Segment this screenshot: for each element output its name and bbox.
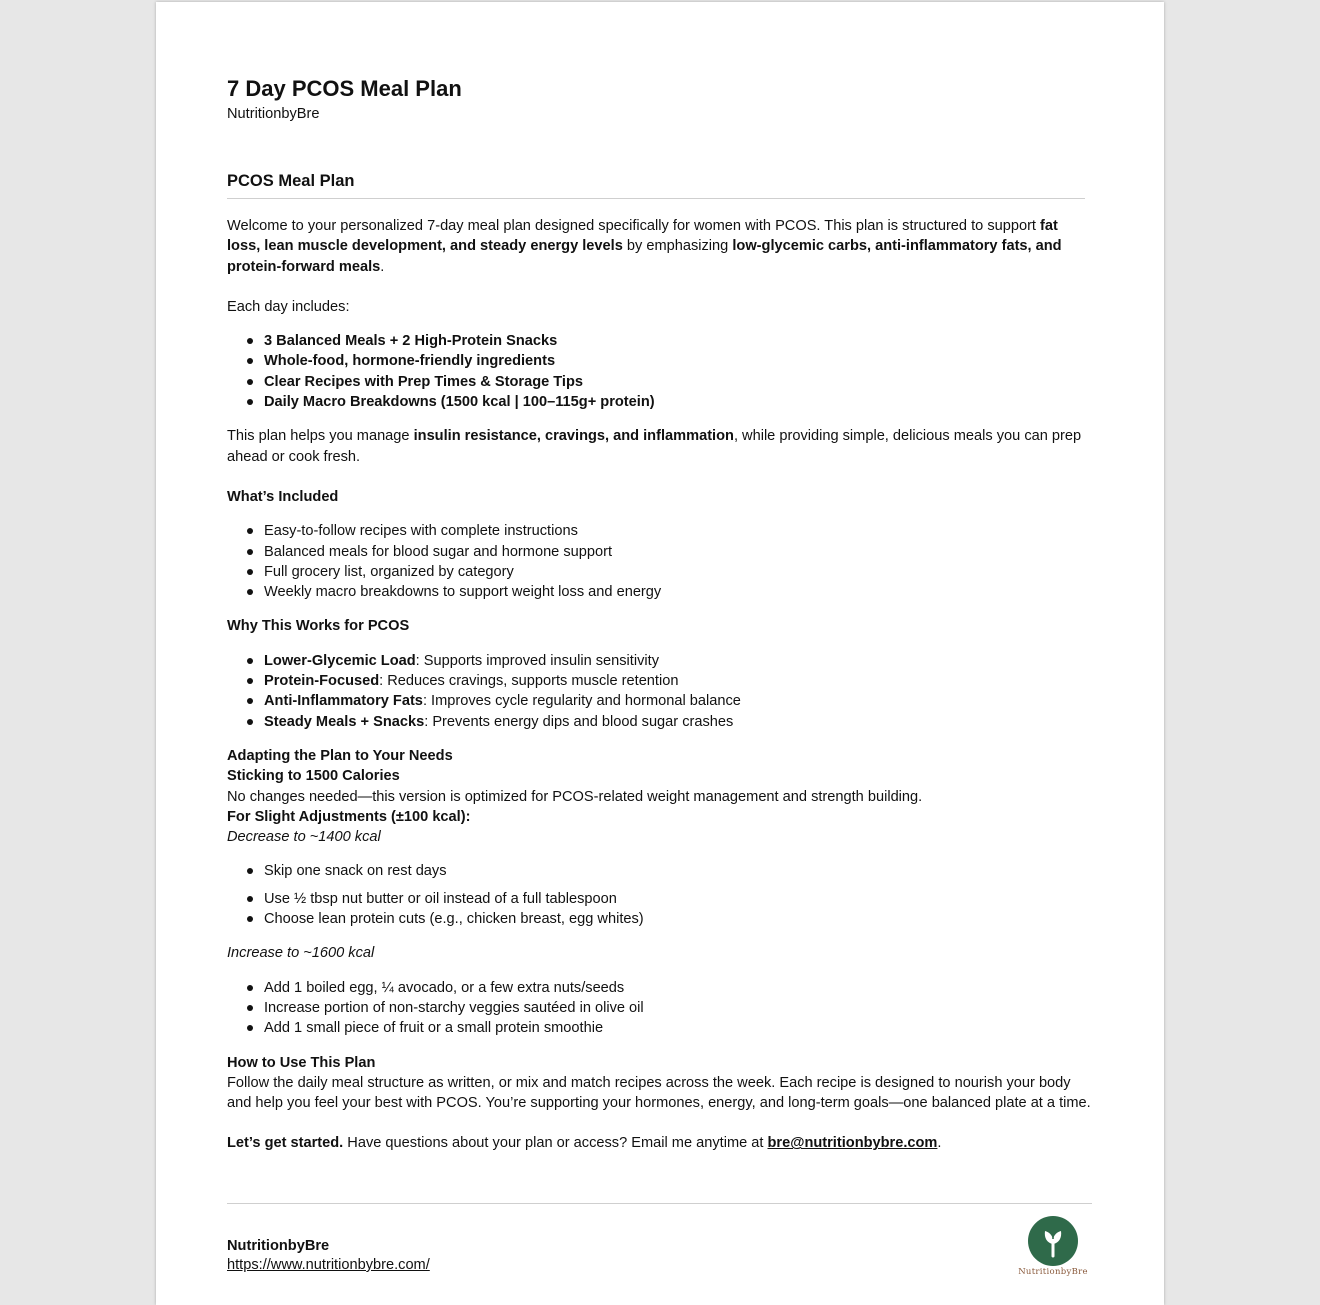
why-item-label: Protein-Focused xyxy=(264,673,380,690)
list-item: Use ½ tbsp nut butter or oil instead of a full tablespoon xyxy=(264,889,1091,909)
why-item-label: Steady Meals + Snacks xyxy=(264,713,425,730)
increase-label: Increase to ~1600 kcal xyxy=(227,945,375,962)
list-item: 3 Balanced Meals + 2 High-Protein Snacks xyxy=(264,331,1091,351)
list-item xyxy=(264,671,1091,691)
section-title: PCOS Meal Plan xyxy=(227,172,355,190)
section-divider xyxy=(227,198,1085,199)
intro-paragraph xyxy=(227,216,1091,277)
list-item: Daily Macro Breakdowns (1500 kcal | 100–115g+ protein) xyxy=(264,392,1091,412)
footer-divider xyxy=(227,1203,1092,1204)
list-item xyxy=(264,651,1091,671)
why-list xyxy=(227,651,1091,732)
sticking-heading: Sticking to 1500 Calories xyxy=(227,768,400,785)
why-item-text: : Reduces cravings, supports muscle retention xyxy=(379,673,679,690)
list-item: Clear Recipes with Prep Times & Storage Tips xyxy=(264,372,1091,392)
each-day-list xyxy=(227,331,1091,412)
slight-adjustments-heading: For Slight Adjustments (±100 kcal): xyxy=(227,808,471,825)
intro-text-3: . xyxy=(380,258,385,275)
document-subtitle: NutritionbyBre xyxy=(227,106,320,122)
sticking-text: No changes needed—this version is optimized for PCOS-related weight management and strength building. xyxy=(227,788,923,805)
brand-logo xyxy=(1011,1216,1095,1282)
helps-text-2: , while providing simple, delicious meals you can prep ahead or cook fresh. xyxy=(227,428,1082,465)
each-day-label: Each day includes: xyxy=(227,298,350,315)
document-body xyxy=(227,216,1091,1154)
list-item: Skip one snack on rest days xyxy=(264,861,1091,881)
list-item xyxy=(264,712,1091,732)
included-heading: What’s Included xyxy=(227,488,339,505)
decrease-list xyxy=(227,861,1091,929)
footer-brand: NutritionbyBre xyxy=(227,1238,330,1254)
list-item: Choose lean protein cuts (e.g., chicken breast, egg whites) xyxy=(264,909,1091,929)
list-item: Increase portion of non-starchy veggies sautéed in olive oil xyxy=(264,998,1091,1018)
intro-bold-2: low-glycemic carbs, anti-inflammatory fats, and protein-forward meals xyxy=(227,238,1062,275)
cta-bold: Let’s get started. xyxy=(227,1135,344,1152)
logo-text: NutritionbyBre xyxy=(1018,1267,1088,1277)
how-to-text: Follow the daily meal structure as written, or mix and match recipes across the week. Each recipe is designed to nourish your body and help you feel your best with PCOS. You’re supporting your hormones, energy, and long-term goals—one balanced plate at a time. xyxy=(227,1074,1091,1112)
why-item-text: : Improves cycle regularity and hormonal balance xyxy=(422,693,741,710)
list-item: Easy-to-follow recipes with complete instructions xyxy=(264,521,1091,541)
intro-text-2: by emphasizing xyxy=(622,238,733,255)
included-list xyxy=(227,521,1091,602)
list-item: Add 1 small piece of fruit or a small protein smoothie xyxy=(264,1018,1091,1038)
cta-paragraph xyxy=(227,1133,1091,1153)
intro-bold-1: fat loss, lean muscle development, and steady energy levels xyxy=(227,218,1058,255)
why-item-label: Anti-Inflammatory Fats xyxy=(264,693,423,710)
cta-end: . xyxy=(937,1135,942,1152)
logo-circle xyxy=(1028,1216,1078,1266)
helps-paragraph xyxy=(227,426,1091,467)
email-link[interactable]: bre@nutritionbybre.com xyxy=(767,1135,938,1152)
leaf-utensil-icon xyxy=(1028,1216,1078,1266)
decrease-label: Decrease to ~1400 kcal xyxy=(227,829,381,846)
why-item-text: : Supports improved insulin sensitivity xyxy=(415,652,659,669)
footer-website-link[interactable]: https://www.nutritionbybre.com/ xyxy=(227,1257,430,1273)
document-page xyxy=(156,2,1164,1305)
list-item xyxy=(264,691,1091,711)
increase-list xyxy=(227,978,1091,1039)
helps-text-1: This plan helps you manage xyxy=(227,428,414,445)
list-item: Balanced meals for blood sugar and hormone support xyxy=(264,542,1091,562)
how-to-heading: How to Use This Plan xyxy=(227,1054,376,1071)
intro-text-1: Welcome to your personalized 7-day meal plan designed specifically for women with PCOS. This plan is structured to support xyxy=(227,218,1041,234)
list-item: Add 1 boiled egg, ¼ avocado, or a few extra nuts/seeds xyxy=(264,978,1091,998)
list-item: Whole-food, hormone-friendly ingredients xyxy=(264,351,1091,371)
adapting-heading: Adapting the Plan to Your Needs xyxy=(227,747,453,764)
list-item: Weekly macro breakdowns to support weight loss and energy xyxy=(264,582,1091,602)
cta-text: Have questions about your plan or access? Email me anytime at xyxy=(343,1135,768,1152)
why-item-text: : Prevents energy dips and blood sugar crashes xyxy=(424,713,734,730)
helps-bold: insulin resistance, cravings, and inflammation xyxy=(413,428,734,445)
why-item-label: Lower-Glycemic Load xyxy=(264,652,416,669)
why-heading: Why This Works for PCOS xyxy=(227,618,410,635)
document-title: 7 Day PCOS Meal Plan xyxy=(227,76,462,101)
list-item: Full grocery list, organized by category xyxy=(264,562,1091,582)
